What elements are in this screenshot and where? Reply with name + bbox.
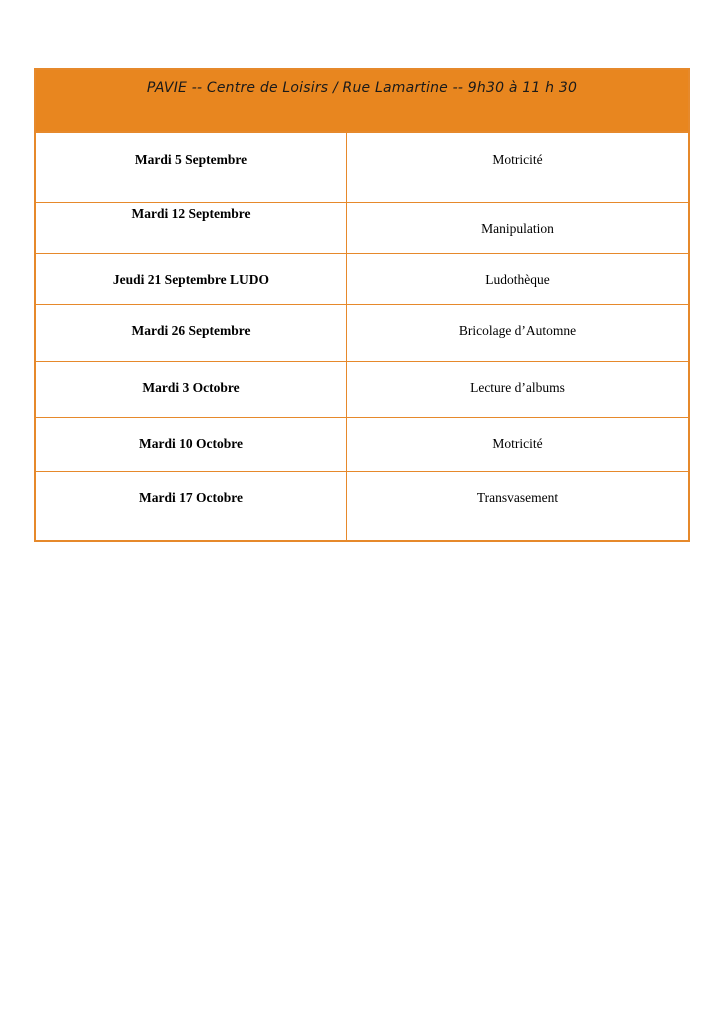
table-row <box>36 305 688 362</box>
table-row <box>36 203 688 254</box>
date-cell: Jeudi 21 Septembre LUDO <box>36 254 347 304</box>
header-title: PAVIE -- Centre de Loisirs / Rue Lamartine -- 9h30 à 11 h 30 <box>146 80 578 96</box>
table-header <box>36 70 688 133</box>
table-row <box>36 418 688 472</box>
date-cell: Mardi 12 Septembre <box>36 203 347 253</box>
date-cell: Mardi 26 Septembre <box>36 305 347 361</box>
date-cell: Mardi 3 Octobre <box>36 362 347 417</box>
date-cell: Mardi 5 Septembre <box>36 133 347 202</box>
activity-cell: Transvasement <box>476 490 559 505</box>
activity-cell: Manipulation <box>481 221 554 236</box>
activity-cell: Bricolage d’Automne <box>458 323 577 338</box>
table-row <box>36 133 688 203</box>
schedule-table <box>34 68 690 542</box>
table-row <box>36 362 688 418</box>
date-cell: Mardi 10 Octobre <box>36 418 347 471</box>
date-cell: Mardi 17 Octobre <box>36 472 347 540</box>
table-row <box>36 472 688 540</box>
table-row <box>36 254 688 305</box>
activity-cell: Motricité <box>492 436 543 451</box>
activity-cell: Motricité <box>492 152 543 167</box>
activity-cell: Ludothèque <box>485 272 550 287</box>
activity-cell: Lecture d’albums <box>470 380 565 395</box>
